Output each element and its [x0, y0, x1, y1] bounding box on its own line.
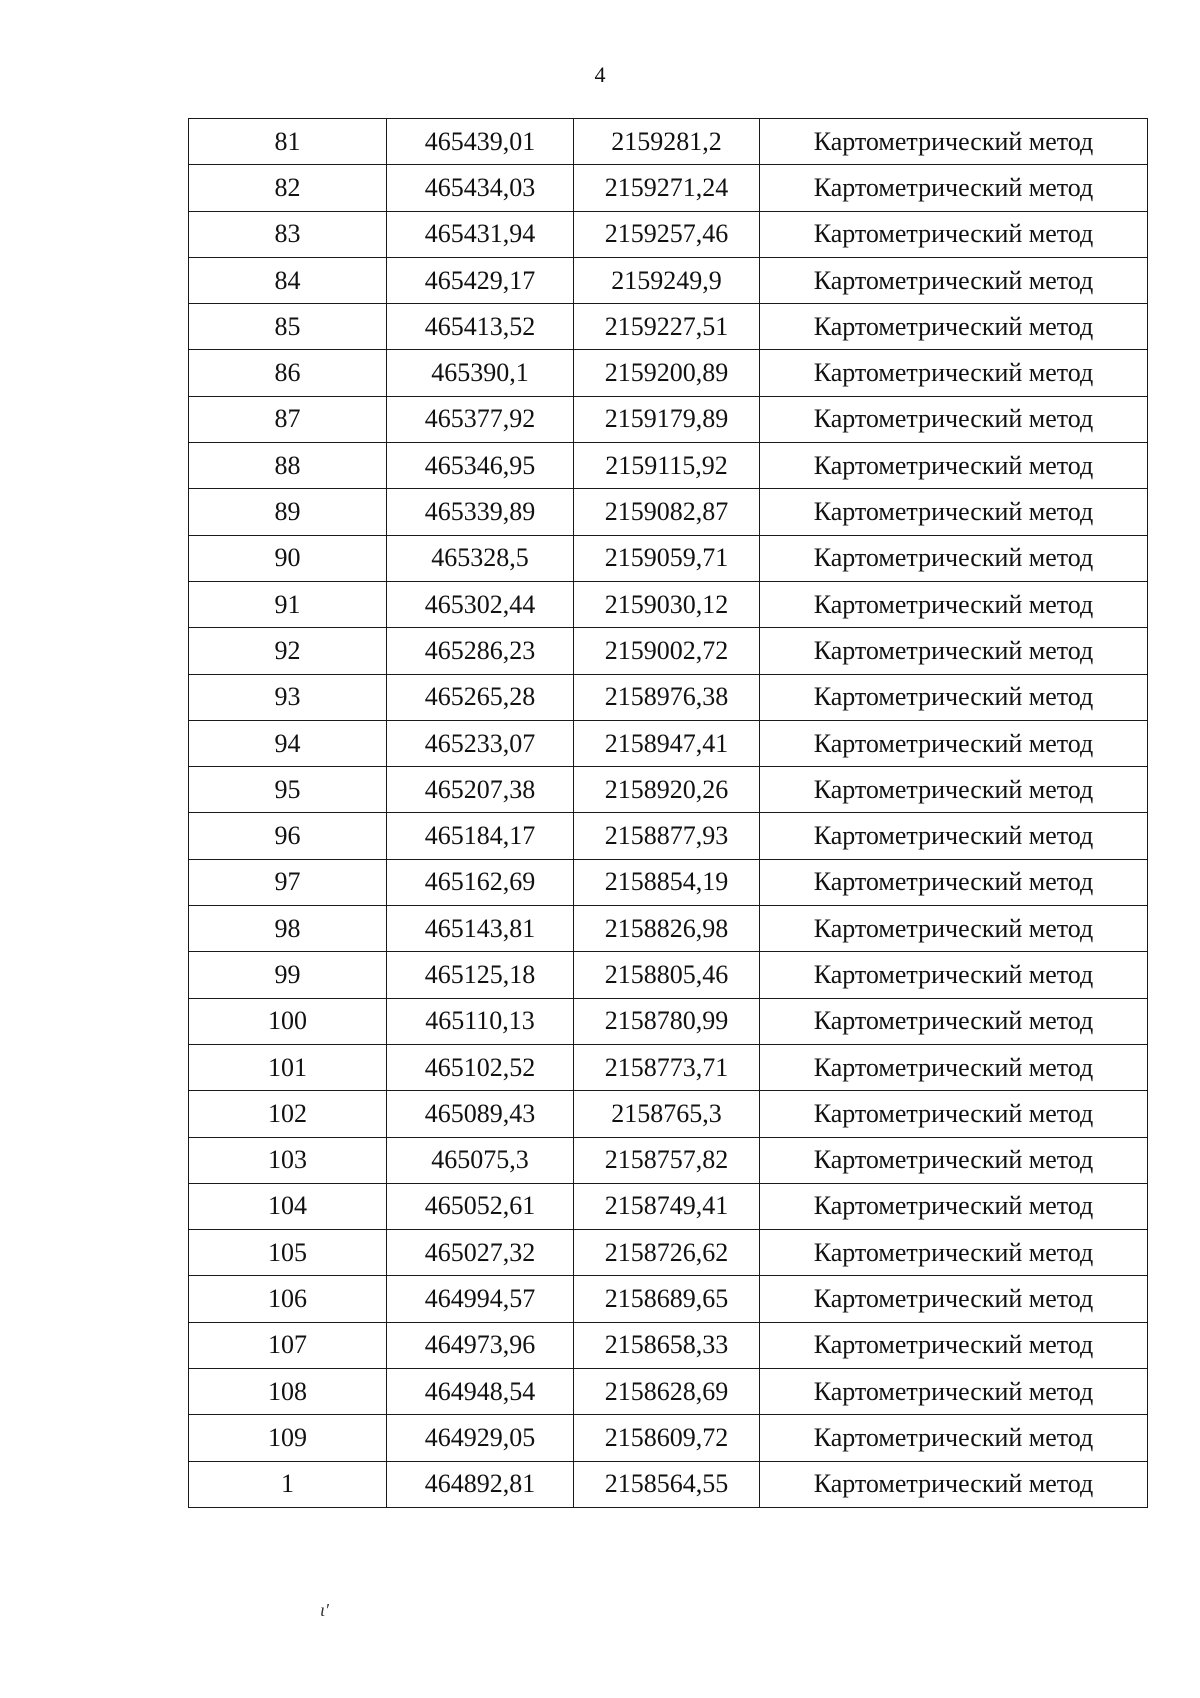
method-cell: Картометрический метод [760, 396, 1148, 442]
y-coordinate-cell: 2158757,82 [574, 1137, 760, 1183]
x-coordinate-cell: 465390,1 [387, 350, 574, 396]
table-row [189, 396, 1148, 442]
table-row [189, 257, 1148, 303]
x-coordinate-cell: 465125,18 [387, 952, 574, 998]
table-row [189, 859, 1148, 905]
point-number-cell: 108 [189, 1369, 387, 1415]
x-coordinate-cell: 465328,5 [387, 535, 574, 581]
method-cell: Картометрический метод [760, 443, 1148, 489]
table-row [189, 1230, 1148, 1276]
coordinates-table [188, 118, 1148, 1508]
method-cell: Картометрический метод [760, 1183, 1148, 1229]
y-coordinate-cell: 2159249,9 [574, 257, 760, 303]
table-row [189, 1276, 1148, 1322]
point-number-cell: 86 [189, 350, 387, 396]
point-number-cell: 103 [189, 1137, 387, 1183]
handwritten-mark: ι′ [320, 1600, 329, 1620]
method-cell: Картометрический метод [760, 1044, 1148, 1090]
point-number-cell: 100 [189, 998, 387, 1044]
table-row [189, 1044, 1148, 1090]
x-coordinate-cell: 465265,28 [387, 674, 574, 720]
y-coordinate-cell: 2159200,89 [574, 350, 760, 396]
y-coordinate-cell: 2158609,72 [574, 1415, 760, 1461]
method-cell: Картометрический метод [760, 674, 1148, 720]
point-number-cell: 98 [189, 906, 387, 952]
table-row [189, 1369, 1148, 1415]
table-row [189, 1137, 1148, 1183]
point-number-cell: 81 [189, 119, 387, 165]
table-row [189, 952, 1148, 998]
table-row [189, 767, 1148, 813]
x-coordinate-cell: 464892,81 [387, 1461, 574, 1507]
x-coordinate-cell: 465431,94 [387, 211, 574, 257]
method-cell: Картометрический метод [760, 1137, 1148, 1183]
point-number-cell: 84 [189, 257, 387, 303]
method-cell: Картометрический метод [760, 581, 1148, 627]
table-row [189, 1322, 1148, 1368]
point-number-cell: 94 [189, 720, 387, 766]
point-number-cell: 93 [189, 674, 387, 720]
table-row [189, 535, 1148, 581]
y-coordinate-cell: 2158780,99 [574, 998, 760, 1044]
x-coordinate-cell: 464929,05 [387, 1415, 574, 1461]
point-number-cell: 87 [189, 396, 387, 442]
method-cell: Картометрический метод [760, 535, 1148, 581]
y-coordinate-cell: 2159115,92 [574, 443, 760, 489]
y-coordinate-cell: 2159059,71 [574, 535, 760, 581]
x-coordinate-cell: 465286,23 [387, 628, 574, 674]
method-cell: Картометрический метод [760, 1415, 1148, 1461]
table-row [189, 628, 1148, 674]
table-row [189, 443, 1148, 489]
method-cell: Картометрический метод [760, 813, 1148, 859]
method-cell: Картометрический метод [760, 1461, 1148, 1507]
x-coordinate-cell: 465027,32 [387, 1230, 574, 1276]
y-coordinate-cell: 2158658,33 [574, 1322, 760, 1368]
table-row [189, 720, 1148, 766]
point-number-cell: 90 [189, 535, 387, 581]
point-number-cell: 95 [189, 767, 387, 813]
y-coordinate-cell: 2158689,65 [574, 1276, 760, 1322]
y-coordinate-cell: 2159271,24 [574, 165, 760, 211]
table-row [189, 906, 1148, 952]
y-coordinate-cell: 2159257,46 [574, 211, 760, 257]
table-row [189, 581, 1148, 627]
table-row [189, 1461, 1148, 1507]
y-coordinate-cell: 2159082,87 [574, 489, 760, 535]
table-row [189, 1091, 1148, 1137]
point-number-cell: 96 [189, 813, 387, 859]
table-row [189, 674, 1148, 720]
table-row [189, 998, 1148, 1044]
point-number-cell: 104 [189, 1183, 387, 1229]
x-coordinate-cell: 465052,61 [387, 1183, 574, 1229]
x-coordinate-cell: 465207,38 [387, 767, 574, 813]
point-number-cell: 105 [189, 1230, 387, 1276]
point-number-cell: 85 [189, 304, 387, 350]
y-coordinate-cell: 2158947,41 [574, 720, 760, 766]
x-coordinate-cell: 465089,43 [387, 1091, 574, 1137]
x-coordinate-cell: 464973,96 [387, 1322, 574, 1368]
point-number-cell: 89 [189, 489, 387, 535]
y-coordinate-cell: 2158564,55 [574, 1461, 760, 1507]
point-number-cell: 83 [189, 211, 387, 257]
x-coordinate-cell: 465075,3 [387, 1137, 574, 1183]
x-coordinate-cell: 465162,69 [387, 859, 574, 905]
x-coordinate-cell: 465429,17 [387, 257, 574, 303]
method-cell: Картометрический метод [760, 257, 1148, 303]
x-coordinate-cell: 465346,95 [387, 443, 574, 489]
coordinates-table-body [189, 119, 1148, 1508]
method-cell: Картометрический метод [760, 304, 1148, 350]
y-coordinate-cell: 2159227,51 [574, 304, 760, 350]
point-number-cell: 101 [189, 1044, 387, 1090]
table-row [189, 304, 1148, 350]
x-coordinate-cell: 464948,54 [387, 1369, 574, 1415]
y-coordinate-cell: 2158976,38 [574, 674, 760, 720]
point-number-cell: 107 [189, 1322, 387, 1368]
point-number-cell: 106 [189, 1276, 387, 1322]
x-coordinate-cell: 465143,81 [387, 906, 574, 952]
y-coordinate-cell: 2158826,98 [574, 906, 760, 952]
y-coordinate-cell: 2158749,41 [574, 1183, 760, 1229]
table-row [189, 165, 1148, 211]
method-cell: Картометрический метод [760, 628, 1148, 674]
table-row [189, 813, 1148, 859]
x-coordinate-cell: 465439,01 [387, 119, 574, 165]
x-coordinate-cell: 465184,17 [387, 813, 574, 859]
point-number-cell: 91 [189, 581, 387, 627]
x-coordinate-cell: 465110,13 [387, 998, 574, 1044]
y-coordinate-cell: 2158877,93 [574, 813, 760, 859]
y-coordinate-cell: 2158805,46 [574, 952, 760, 998]
y-coordinate-cell: 2158765,3 [574, 1091, 760, 1137]
table-row [189, 1183, 1148, 1229]
point-number-cell: 99 [189, 952, 387, 998]
x-coordinate-cell: 465233,07 [387, 720, 574, 766]
point-number-cell: 109 [189, 1415, 387, 1461]
method-cell: Картометрический метод [760, 1091, 1148, 1137]
y-coordinate-cell: 2158854,19 [574, 859, 760, 905]
method-cell: Картометрический метод [760, 350, 1148, 396]
point-number-cell: 102 [189, 1091, 387, 1137]
method-cell: Картометрический метод [760, 767, 1148, 813]
point-number-cell: 82 [189, 165, 387, 211]
method-cell: Картометрический метод [760, 906, 1148, 952]
point-number-cell: 1 [189, 1461, 387, 1507]
y-coordinate-cell: 2158726,62 [574, 1230, 760, 1276]
x-coordinate-cell: 465102,52 [387, 1044, 574, 1090]
method-cell: Картометрический метод [760, 1230, 1148, 1276]
method-cell: Картометрический метод [760, 211, 1148, 257]
y-coordinate-cell: 2158920,26 [574, 767, 760, 813]
method-cell: Картометрический метод [760, 720, 1148, 766]
table-row [189, 489, 1148, 535]
method-cell: Картометрический метод [760, 489, 1148, 535]
table-row [189, 119, 1148, 165]
method-cell: Картометрический метод [760, 859, 1148, 905]
y-coordinate-cell: 2159030,12 [574, 581, 760, 627]
method-cell: Картометрический метод [760, 998, 1148, 1044]
x-coordinate-cell: 465434,03 [387, 165, 574, 211]
x-coordinate-cell: 465302,44 [387, 581, 574, 627]
y-coordinate-cell: 2158628,69 [574, 1369, 760, 1415]
y-coordinate-cell: 2159002,72 [574, 628, 760, 674]
point-number-cell: 97 [189, 859, 387, 905]
method-cell: Картометрический метод [760, 1369, 1148, 1415]
method-cell: Картометрический метод [760, 1276, 1148, 1322]
y-coordinate-cell: 2159179,89 [574, 396, 760, 442]
table-row [189, 1415, 1148, 1461]
table-row [189, 211, 1148, 257]
method-cell: Картометрический метод [760, 1322, 1148, 1368]
table-row [189, 350, 1148, 396]
y-coordinate-cell: 2158773,71 [574, 1044, 760, 1090]
method-cell: Картометрический метод [760, 119, 1148, 165]
method-cell: Картометрический метод [760, 952, 1148, 998]
x-coordinate-cell: 465413,52 [387, 304, 574, 350]
point-number-cell: 88 [189, 443, 387, 489]
method-cell: Картометрический метод [760, 165, 1148, 211]
x-coordinate-cell: 464994,57 [387, 1276, 574, 1322]
page-number: 4 [594, 62, 606, 87]
x-coordinate-cell: 465339,89 [387, 489, 574, 535]
x-coordinate-cell: 465377,92 [387, 396, 574, 442]
point-number-cell: 92 [189, 628, 387, 674]
y-coordinate-cell: 2159281,2 [574, 119, 760, 165]
